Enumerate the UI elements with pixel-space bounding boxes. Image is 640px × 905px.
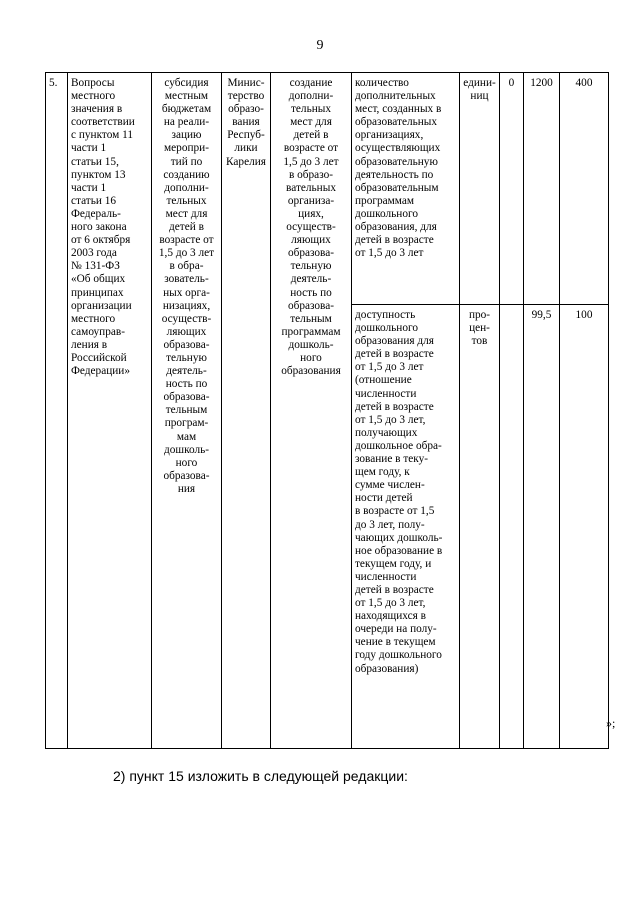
indicator-value-1-cell: 99,5 <box>524 305 560 749</box>
indicator-name-cell: количество дополнительных мест, созданных в образовательных организациях, осуществляющих образовательную деятельность по образовательным программам дошкольного образования, для детей в возрасте от 1,5 до 3 лет <box>352 73 460 305</box>
indicator-value-2-cell: 100 <box>560 305 609 749</box>
subsidy-cell: субсидия местным бюджетам на реали- зацию меропри- тий по созданию дополни- тельных мест для детей в возрасте от 1,5 до 3 лет в обра- зователь- ных орга- низациях, осуществ- ляющих образова- тельную деятель- ность по образова- тельным програм- мам дошколь- ного образова- ния <box>152 73 222 749</box>
indicator-base-cell <box>500 305 524 749</box>
table-row <box>46 73 609 305</box>
amendment-instruction: 2) пункт 15 изложить в следующей редакции: <box>113 768 408 784</box>
indicator-base-cell: 0 <box>500 73 524 305</box>
amendment-table <box>45 72 609 749</box>
indicator-name-cell: доступность дошкольного образования для детей в возрасте от 1,5 до 3 лет (отношение численности детей в возрасте от 1,5 до 3 лет, получающих дошкольное обра- зование в теку- щем году, к сумме числен- ности детей в возрасте от 1,5 до 3 лет, полу- чающих дошколь- ное образование в текущем году, и численности детей в возрасте от 1,5 до 3 лет, находящихся в очереди на полу- чение в текущем году дошкольного образования) <box>352 305 460 749</box>
indicator-unit-cell: про- цен- тов <box>460 305 500 749</box>
row-number-cell: 5. <box>46 73 68 749</box>
indicator-value-2-cell: 400 <box>560 73 609 305</box>
indicator-unit-cell: едини- ниц <box>460 73 500 305</box>
closing-quote-mark: »; <box>606 716 616 730</box>
page-number: 9 <box>316 38 324 53</box>
indicator-value-1-cell: 1200 <box>524 73 560 305</box>
issue-cell: Вопросы местного значения в соответствии с пунктом 11 части 1 статьи 15, пунктом 13 части 1 статьи 16 Федераль- ного закона от 6 октября 2003 года № 131-ФЗ «Об общих принципах организации местного самоуправ- ления в Российской Федерации» <box>68 73 152 749</box>
goal-cell: создание дополни- тельных мест для детей в возрасте от 1,5 до 3 лет в образо- вательных организа- циях, осуществ- ляющих образова- тельную деятель- ность по образова- тельным программам дошколь- ного образования <box>271 73 352 749</box>
ministry-cell: Минис- терство образо- вания Респуб- лики Карелия <box>222 73 271 749</box>
